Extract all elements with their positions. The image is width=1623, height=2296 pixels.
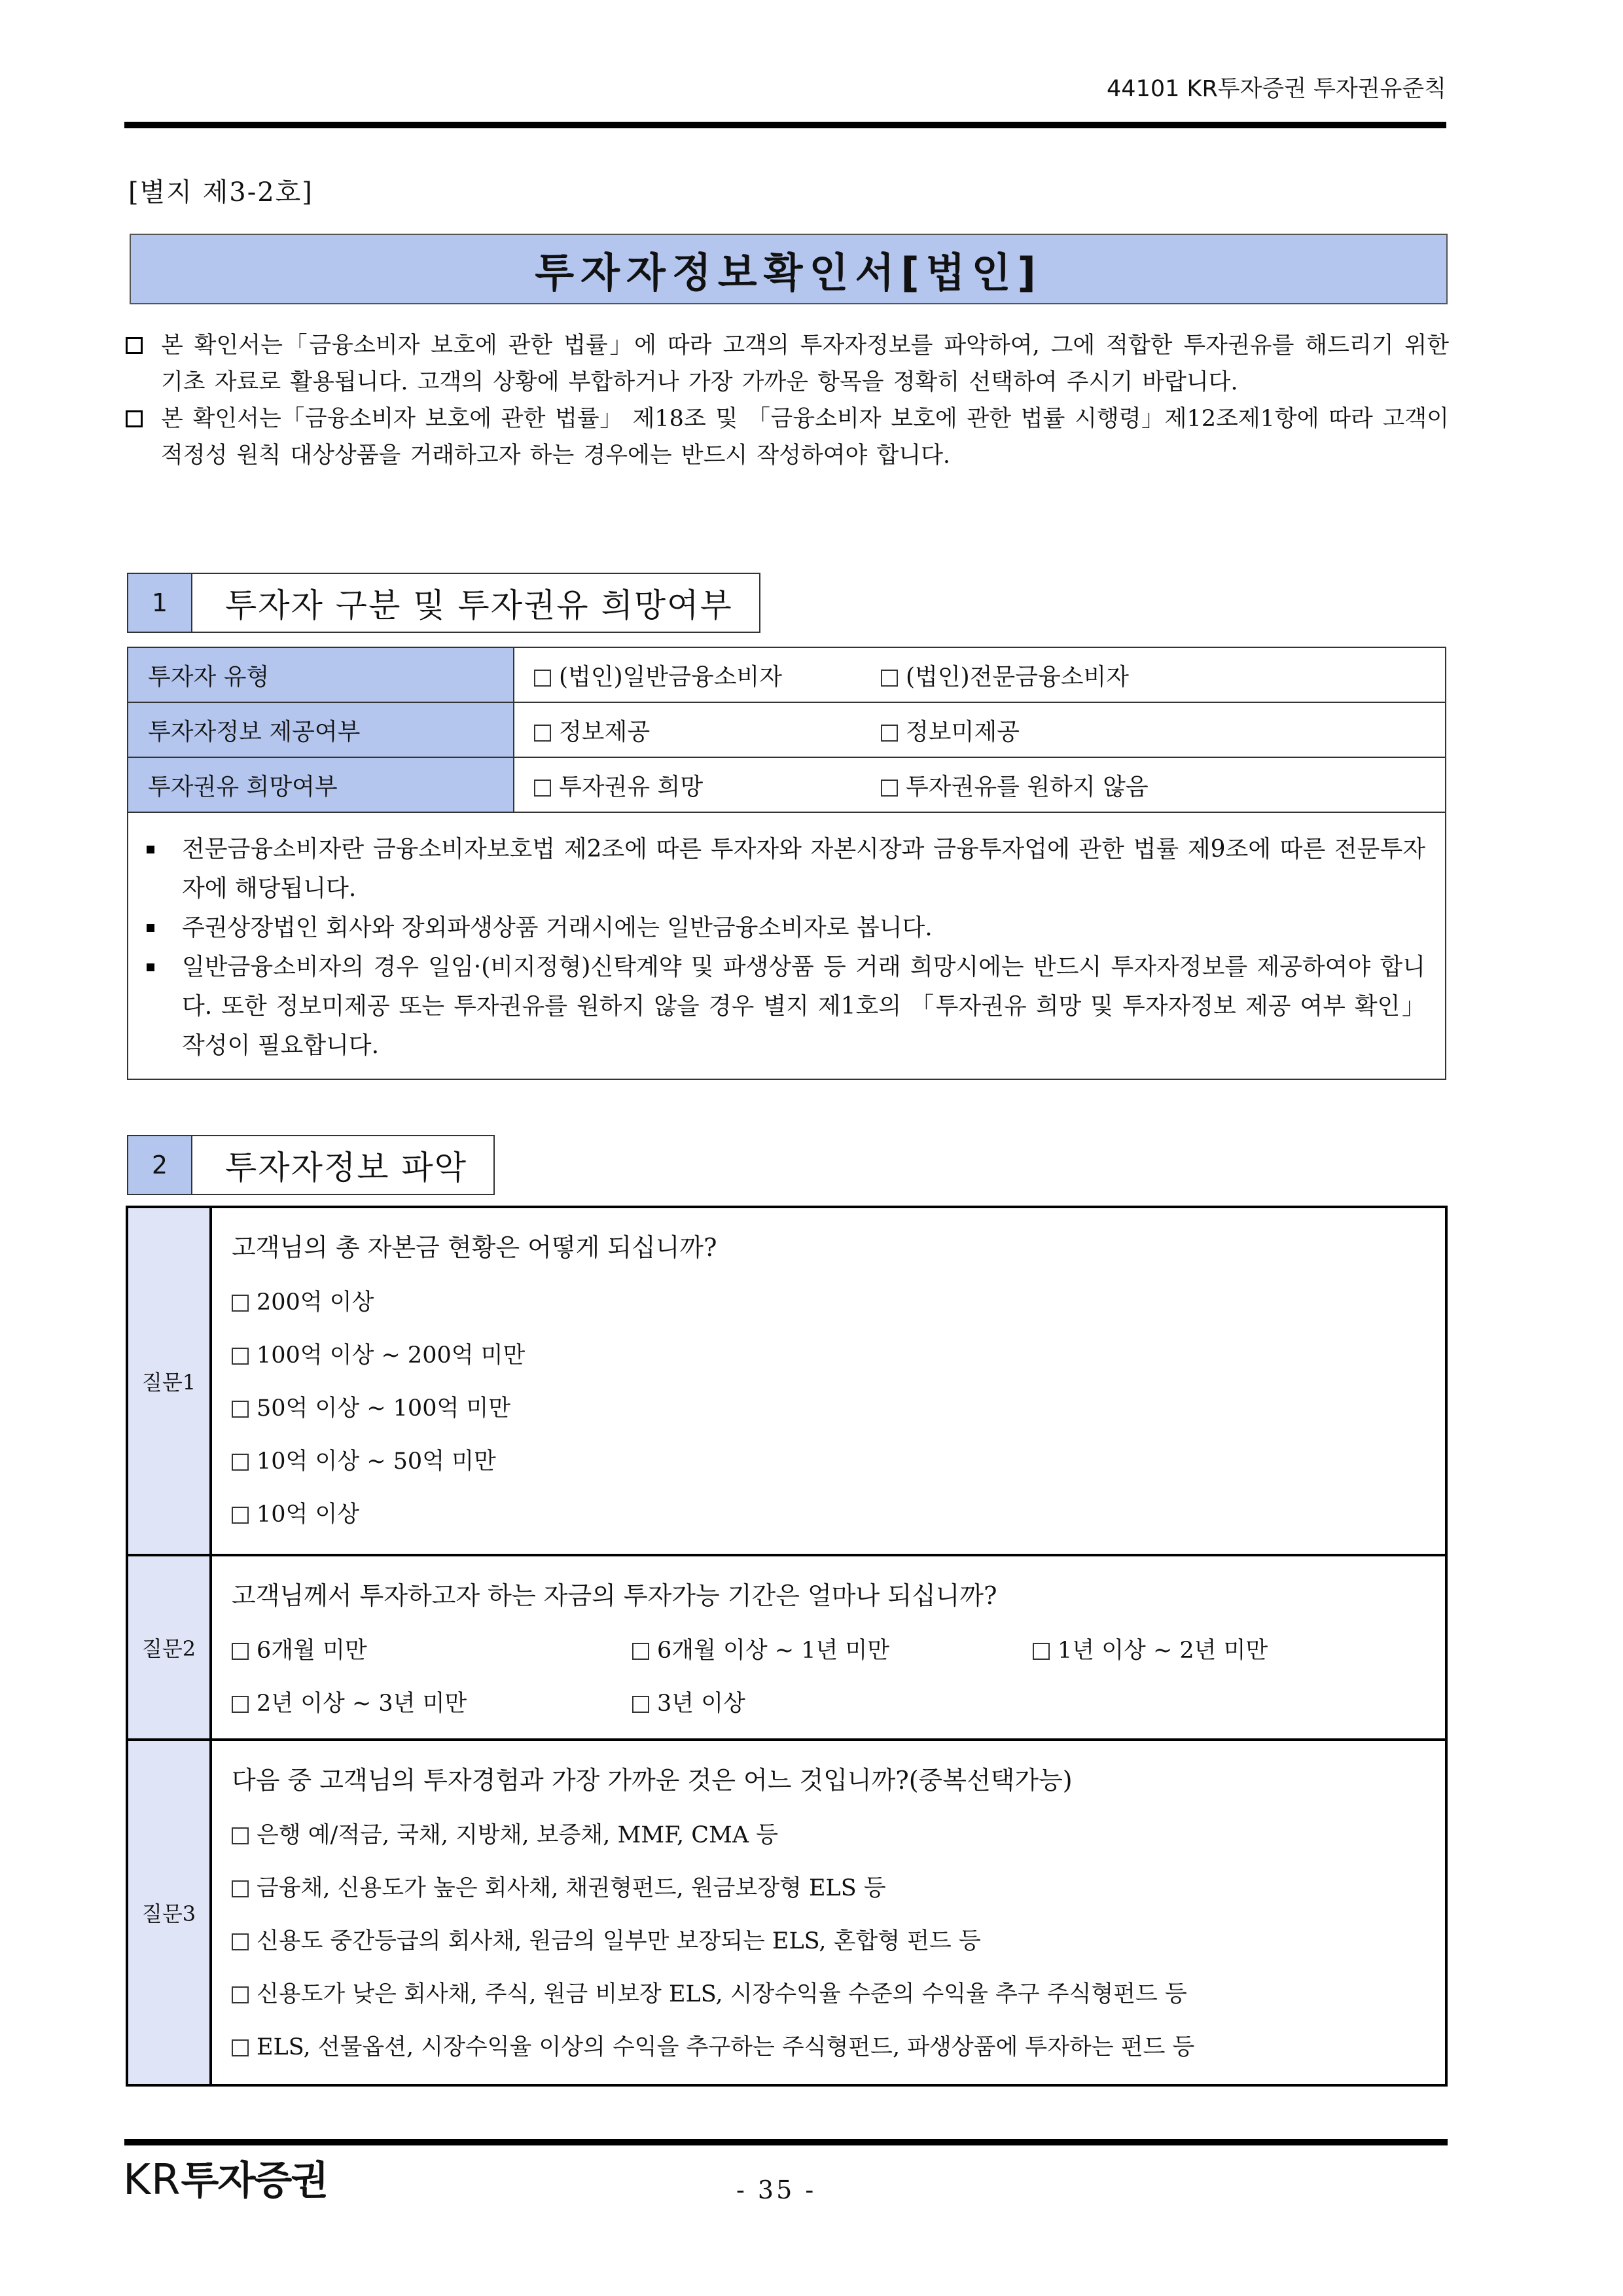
- checkbox-icon[interactable]: [232, 1827, 249, 1844]
- row-options: [514, 702, 1446, 757]
- bullet-icon: [147, 924, 154, 932]
- document-header: [124, 71, 1446, 130]
- option-label: 6개월 미만: [257, 1638, 367, 1664]
- option-label: 신용도 중간등급의 회사채, 원금의 일부만 보장되는 ELS, 혼합형 펀드 등: [257, 1928, 981, 1954]
- option-label: 1년 이상 ~ 2년 미만: [1058, 1638, 1268, 1664]
- question-row: [127, 1740, 1446, 2085]
- checkbox-icon[interactable]: [632, 1696, 649, 1713]
- table-row: [128, 757, 1446, 812]
- checkbox-option[interactable]: [232, 1809, 1425, 1862]
- checkbox-option[interactable]: [232, 1862, 1425, 1915]
- question-label: 질문3: [127, 1740, 211, 2085]
- note-text: 일반금융소비자의 경우 일임·(비지정형)신탁계약 및 파생상품 등 거래 희망시에는 반드시 투자자정보를 제공하여야 합니다. 또한 정보미제공 또는 투자권유를 원하지 않을 경우 별지 제1호의 「투자권유 희망 및 투자자정보 제공 여부 확인」 작성이 필요합니다.: [182, 954, 1425, 1059]
- row-label: 투자권유 희망여부: [128, 757, 514, 812]
- company-logo: [123, 2149, 327, 2206]
- checkbox-icon[interactable]: [881, 725, 898, 742]
- checkbox-icon[interactable]: [534, 725, 551, 742]
- option-label: 6개월 이상 ~ 1년 미만: [657, 1638, 890, 1664]
- option-label: 투자권유를 원하지 않음: [906, 773, 1149, 800]
- checkbox-option[interactable]: [232, 1382, 1425, 1435]
- section-1-notes: [127, 812, 1446, 1080]
- checkbox-icon[interactable]: [232, 1507, 249, 1524]
- checkbox-option[interactable]: [232, 1329, 1425, 1382]
- question-body: [211, 1740, 1446, 2085]
- checkbox-icon[interactable]: [632, 1643, 649, 1660]
- page-title: 투자자정보확인서[법인]: [535, 248, 1043, 296]
- title-box: [130, 234, 1448, 304]
- checkbox-icon[interactable]: [232, 1986, 249, 2003]
- option-label: 10억 이상 ~ 50억 미만: [257, 1448, 496, 1475]
- page-number: - 35 -: [736, 2176, 817, 2204]
- checkbox-option[interactable]: [232, 1435, 1425, 1488]
- row-options: [514, 647, 1446, 702]
- note-item: [141, 908, 1425, 948]
- intro-text: 본 확인서는「금융소비자 보호에 관한 법률」에 따라 고객의 투자자정보를 파악하여, 그에 적합한 투자권유를 해드리기 위한 기초 자료로 활용됩니다. 고객의 상황에 부합하거나 가장 가까운 항목을 정확히 선택하여 주시기 바랍니다.: [161, 332, 1449, 395]
- intro-item: [124, 401, 1449, 474]
- checkbox-option[interactable]: [881, 713, 1228, 747]
- note-text: 주권상장법인 회사와 장외파생상품 거래시에는 일반금융소비자로 봅니다.: [182, 914, 933, 941]
- section-2-header: [127, 1135, 495, 1195]
- checkbox-icon[interactable]: [232, 1401, 249, 1418]
- checkbox-option[interactable]: [534, 713, 881, 747]
- checkbox-option[interactable]: [232, 1915, 1425, 1968]
- checkbox-icon[interactable]: [881, 670, 898, 687]
- checkbox-icon: [126, 337, 143, 354]
- option-label: 2년 이상 ~ 3년 미만: [257, 1691, 467, 1717]
- option-label: 투자권유 희망: [559, 773, 704, 800]
- checkbox-option[interactable]: [632, 1624, 1033, 1677]
- checkbox-option[interactable]: [232, 1276, 1425, 1329]
- intro-notices: [124, 327, 1449, 474]
- option-label: 신용도가 낮은 회사채, 주식, 원금 비보장 ELS, 시장수익율 수준의 수익율 추구 주식형펀드 등: [257, 1981, 1187, 2007]
- header-rule: [124, 122, 1446, 128]
- question-label: 질문2: [127, 1555, 211, 1740]
- option-label: 10억 이상: [257, 1501, 360, 1528]
- question-body: [211, 1207, 1446, 1555]
- checkbox-option[interactable]: [632, 1677, 1033, 1731]
- section-number: 2: [128, 1136, 192, 1194]
- intro-item: [124, 327, 1449, 401]
- option-label: 100억 이상 ~ 200억 미만: [257, 1342, 526, 1369]
- option-label: (법인)일반금융소비자: [559, 663, 783, 691]
- bullet-icon: [147, 846, 154, 853]
- question-text: 고객님의 총 자본금 현황은 어떻게 되십니까?: [232, 1233, 717, 1262]
- logo-kr: KR: [123, 2156, 181, 2204]
- section-title: 투자자 구분 및 투자권유 희망여부: [225, 586, 733, 624]
- checkbox-icon[interactable]: [881, 780, 898, 797]
- checkbox-option[interactable]: [232, 1488, 1425, 1541]
- checkbox-option[interactable]: [232, 1624, 632, 1677]
- table-row: [128, 647, 1446, 702]
- investor-type-table: [127, 647, 1446, 813]
- row-label: 투자자정보 제공여부: [128, 702, 514, 757]
- option-label: (법인)전문금융소비자: [906, 663, 1130, 691]
- checkbox-icon[interactable]: [534, 670, 551, 687]
- bullet-icon: [147, 963, 154, 971]
- option-label: 정보제공: [559, 718, 651, 745]
- checkbox-option[interactable]: [232, 1968, 1425, 2021]
- section-number: 1: [128, 574, 192, 632]
- header-text: 44101 KR투자증권 투자권유준칙: [1107, 76, 1446, 102]
- option-label: 은행 예/적금, 국채, 지방채, 보증채, MMF, CMA 등: [257, 1822, 779, 1848]
- checkbox-icon[interactable]: [232, 1643, 249, 1660]
- section-title: 투자자정보 파악: [225, 1149, 467, 1187]
- checkbox-option[interactable]: [534, 658, 881, 692]
- question-text: 고객님께서 투자하고자 하는 자금의 투자가능 기간은 얼마나 되십니까?: [232, 1581, 997, 1610]
- checkbox-option[interactable]: [232, 1677, 632, 1731]
- checkbox-icon[interactable]: [232, 1454, 249, 1471]
- checkbox-icon[interactable]: [232, 1348, 249, 1365]
- option-label: 정보미제공: [906, 718, 1020, 745]
- checkbox-option[interactable]: [881, 768, 1228, 802]
- section-1-header: [127, 573, 760, 633]
- option-label: 금융채, 신용도가 높은 회사채, 채권형펀드, 원금보장형 ELS 등: [257, 1875, 886, 1901]
- checkbox-icon: [126, 410, 143, 427]
- checkbox-icon[interactable]: [534, 780, 551, 797]
- question-row: [127, 1555, 1446, 1740]
- checkbox-icon[interactable]: [232, 1295, 249, 1312]
- footer-rule: [124, 2139, 1448, 2145]
- checkbox-option[interactable]: [1033, 1624, 1425, 1677]
- option-label: 200억 이상: [257, 1289, 374, 1316]
- note-text: 전문금융소비자란 금융소비자보호법 제2조에 따른 투자자와 자본시장과 금융투자업에 관한 법률 제9조에 따른 전문투자자에 해당됩니다.: [182, 836, 1425, 902]
- checkbox-icon[interactable]: [232, 1696, 249, 1713]
- form-label: [별지 제3-2호]: [128, 177, 313, 207]
- checkbox-icon[interactable]: [232, 1880, 249, 1897]
- question-row: [127, 1207, 1446, 1555]
- table-row: [128, 702, 1446, 757]
- question-label: 질문1: [127, 1207, 211, 1555]
- note-item: [141, 948, 1425, 1066]
- row-label: 투자자 유형: [128, 647, 514, 702]
- question-body: [211, 1555, 1446, 1740]
- checkbox-icon[interactable]: [1033, 1643, 1050, 1660]
- checkbox-icon[interactable]: [232, 2039, 249, 2056]
- option-label: 50억 이상 ~ 100억 미만: [257, 1395, 511, 1422]
- checkbox-icon[interactable]: [232, 1933, 249, 1950]
- intro-text: 본 확인서는「금융소비자 보호에 관한 법률」 제18조 및 「금융소비자 보호에 관한 법률 시행령」제12조제1항에 따라 고객이 적정성 원칙 대상상품을 거래하고자 하는 경우에는 반드시 작성하여야 합니다.: [161, 406, 1449, 469]
- questionnaire-table: [126, 1206, 1448, 2087]
- option-label: 3년 이상: [657, 1691, 745, 1717]
- option-grid: [232, 1624, 1425, 1731]
- question-text: 다음 중 고객님의 투자경험과 가장 가까운 것은 어느 것입니까?(중복선택가능): [232, 1766, 1073, 1795]
- note-item: [141, 830, 1425, 908]
- checkbox-option[interactable]: [881, 658, 1228, 692]
- checkbox-option[interactable]: [534, 768, 881, 802]
- logo-text: 투자증권: [181, 2158, 328, 2204]
- option-label: ELS, 선물옵션, 시장수익율 이상의 수익을 추구하는 주식형펀드, 파생상품에 투자하는 펀드 등: [257, 2034, 1195, 2060]
- checkbox-option[interactable]: [232, 2021, 1425, 2074]
- row-options: [514, 757, 1446, 812]
